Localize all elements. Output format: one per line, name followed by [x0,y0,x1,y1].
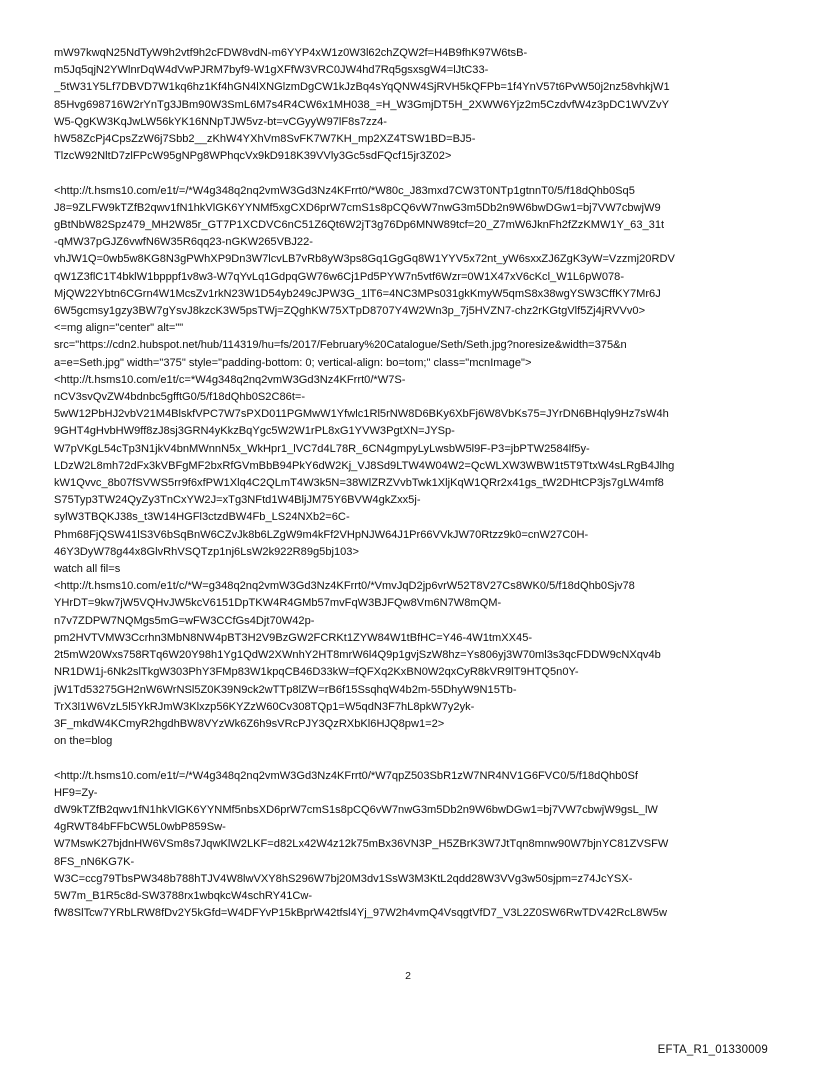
text-line: mW97kwqN25NdTyW9h2vtf9h2cFDW8vdN-m6YYP4xW1z0W3l62chZQW2f=H4B9fhK97W6tsB- [54,47,528,59]
text-line: W5-QgKW3KqJwLW56kYK16NNpTJW5vz-bt=vCGyyW97lF8s7zz4- [54,115,387,128]
text-line: <=mg align="center" alt="" [54,322,184,335]
text-line: 2t5mW20Wxs758RTq6W20Y98h1Yg1QdW2XWnhY2HT8mrW6l4Q9p1gvjSzW8hz=Ys806yj3W70ml3s3qcFDDW9cNXqv4b [54,649,661,662]
text-line: sylW3TBQKJ38s_t3W14HGFl3ctzdBW4Fb_LS24NXb2=6C- [54,511,350,524]
text-line: <http://t.hsms10.com/e1t/=/*W4g348q2nq2vmW3Gd3Nz4KFrrt0/*W80c_J83mxd7CW3T0NTp1gtnnT0/5/f18dQhb0Sq5 [54,184,635,197]
text-line: watch all fil=s [54,563,121,576]
text-line: on the=blog [54,735,113,748]
text-line: vhJW1Q=0wb5w8KG8N3gPWhXP9Dn3W7lcvLB7vRb8yW3ps8Gq1GgGq8W1YYV5x72nt_yW6sxxZJ6ZgK3yW=Vzzmj20RDV [54,253,675,266]
text-line: hW58ZcPj4CpsZzW6j7Sbb2__zKhW4YXhVm8SvFK7W7KH_mp2XZ4TSW1BD=BJ5- [54,133,476,146]
text-line: W3C=ccg79TbsPW348b788hTJV4W8lwVXY8hS296W7bj20M3dv1SsW3M3KtL2qdd28W3VVg3w50sjpm=z74JcYSX- [54,872,633,885]
text-line: LDzW2L8mh72dFx3kVBFgMF2bxRfGVmBbB94PkY6dW2Kj_VJ8Sd9LTW4W04W2=QcWLXW3WBW1t5T9TtxW4sLRgB4Jlhg [54,459,675,472]
text-line: 8FS_nN6KG7K- [54,855,135,868]
text-line: kW1Qvvc_8b07fSVWS5rr9f6xfPW1Xlq4C2QLmT4W3k5N=38WlZRZVvbTwk1XljKqW1QRr2x41gs_tW2DHtCP3js7gLW4mf8 [54,477,664,490]
page-number: 2 [405,970,411,982]
text-line: W7MswK27bjdnHW6VSm8s7JqwKlW2LKF=d82Lx42W4z12k75mBx36VN3P_H5ZBrK3W7JtTqn8mnw90W7bjnYC81ZVSFW [54,838,669,851]
text-line: pm2HVTVMW3Ccrhn3MbN8NW4pBT3H2V9BzGW2FCRKt1ZYW84W1tBfHC=Y46-4W1tmXX45- [54,631,533,644]
text-line: src="https://cdn2.hubspot.net/hub/114319/hu=fs/2017/February%20Catalogue/Seth/Seth.jpg?noresize&width=375&n [54,339,627,352]
text-line: m5Jq5qjN2YWlnrDqW4dVwPJRM7byf9-W1gXFfW3VRC0JW4hd7Rq5gsxsgW4=lJtC33- [54,64,489,77]
text-block [54,768,770,923]
text-line: -qMW37pGJZ6vwfN6W35R6qq23-nGKW265VBJ22- [54,236,313,249]
text-line: TlzcW92NltD7zlFPcW95gNPg8WPhqcVx9kD918K39VVly3Gc5sdFQcf15jr3Z02> [54,150,452,163]
text-line: 46Y3DyW78g44x8GlvRhVSQTzp1nj6LsW2k922R89g5bj103> [54,545,359,558]
text-line: Phm68FjQSW41lS3V6bSqBnW6CZvJk8b6LZgW9m4kFf2VHpNJW64J1Pr66VVkJW70Rtzz9k0=cnW27C0H- [54,528,589,541]
text-line: _5tW31Y5Lf7DBVD7W1kq6hz1Kf4hGN4lXNGlzmDgCW1kJzBq4sYqQNW4SjRVH5kQFPb=1f4YnV57t6PvW50j2nz58vhkjW1 [54,81,670,94]
text-block [54,45,770,165]
text-line: YHrDT=9kw7jW5VQHvJW5kcV6151DpTKW4R4GMb57mvFqW3BJFQw8Vm6N7W8mQM- [54,597,502,610]
paragraph-gap [54,750,770,767]
text-line: jW1Td53275GH2nW6WrNSl5Z0K39N9ck2wTTp8lZW=rB6f15SsqhqW4b2m-55DhyW9N15Tb- [54,683,517,696]
text-line: <http://t.hsms10.com/e1t/c=*W4g348q2nq2vmW3Gd3Nz4KFrrt0/*W7S- [54,373,406,386]
text-line: HF9=Zy- [54,786,98,799]
text-line: J8=9ZLFW9kTZfB2qwv1fN1hkVlGK6YYNMf5xgCXD6prW7cmS1s8pCQ6vW7nwG3m5Db2n9W6bwDGw1=bj7VW7cbwjW9 [54,201,661,214]
text-line: TrX3l1W6VzL5l5YkRJmW3Klxzp56KYZzW60Cv308TQp1=W5qdN3F7hL8pkW7y2yk- [54,700,475,713]
text-line: S75Typ3TW24QyZy3TnCxYW2J=xTg3NFtd1W4BljJM75Y6BVW4gkZxx5j- [54,494,421,507]
text-line: 5wW12PbHJ2vbV21M4BlskfVPC7W7sPXD011PGMwW1Yfwlc1Rl5rNW8D6BKy6XbFj6W8VbKs75=JYrDN6BHqly9Hz7sW4h [54,408,669,421]
text-line: a=e=Seth.jpg" width="375" style="padding-bottom: 0; vertical-align: bo=tom;" class="mcnImage"> [54,356,532,369]
text-line: n7v7ZDPW7NQMgs5mG=wFW3CCfGs4Djt70W42p- [54,614,315,627]
text-line: 5W7m_B1R5c8d-SW3788rx1wbqkcW4schRY41Cw- [54,889,313,902]
text-block [54,183,770,751]
text-line: 85Hvg698716W2rYnTg3JBm90W3SmL6M7s4R4CW6x1MH038_=H_W3GmjDT5H_2XWW6Yjz2m5CzdvfW4z3pDC1WVZvY [54,98,669,111]
text-line: 9GHT4gHvbHW9ff8zJ8sj3GRN4yKkzBqYgc5W2W1rPL8xG1YVW3PgtXN=JYSp- [54,425,455,438]
text-line: NR1DW1j-6Nk2slTkgW303PhY3FMp83W1kpqCB46D33kW=fQFXq2KxBN0W2qxCyR8kVR9lT9HTQ5n0Y- [54,666,579,679]
text-line: <http://t.hsms10.com/e1t/c/*W=g348q2nq2vmW3Gd3Nz4KFrrt0/*VmvJqD2jp6vrW52T8V27Cs8WK0/5/f18dQhb0Sjv78 [54,580,635,593]
text-line: <http://t.hsms10.com/e1t/=/*W4g348q2nq2vmW3Gd3Nz4KFrrt0/*W7qpZ503SbR1zW7NR4NV1G6FVC0/5/f18dQhb0Sf [54,769,638,782]
text-line: dW9kTZfB2qwv1fN1hkVlGK6YYNMf5nbsXD6prW7cmS1s8pCQ6vW7nwG3m5Db2n9W6bwDGw1=bj7VW7cbwjW9gsL_lW [54,803,658,816]
text-line: fW8SlTcw7YRbLRW8fDv2Y5kGfd=W4DFYvP15kBprW42tfsl4Yj_97W2h4vmQ4VsqgtVfD7_V3L2Z0SW6RwTDV42RcL8W5w [54,907,667,920]
text-line: gBtNbW82Spz479_MH2W85r_GT7P1XCDVC6nC51Z6Qt6W2jT3g76Dp6MNW89tcf=20_Z7mW6JknFh2fZzKMW1Y_63_31t [54,219,665,232]
text-line: nCV3svQvZW4bdnbc5gfftG0/5/f18dQhb0S2C86t=- [54,391,306,404]
text-line: 4gRWT84bFFbCW5L0wbP859Sw- [54,821,226,834]
document-id: EFTA_R1_01330009 [657,1044,768,1056]
text-line: 3F_mkdW4KCmyR2hgdhBW8VYzWk6Z6h9sVRcPJY3QzRXbKl6HJQ8pw1=2> [54,717,445,730]
text-line: W7pVKgL54cTp3N1jkV4bnMWnnN5x_WkHpr1_lVC7d4L78R_6CN4gmpyLyLwsbW5l9F-P3=jbPTW2584lf5y- [54,442,590,455]
paragraph-gap [54,165,770,182]
text-line: MjQW22Ybtn6CGrn4W1McsZv1rkN23W1D54yb249cJPW3G_1lT6=4NC3MPs031gkKmyW5qmS8x38wgYSW3CffKY7Mr6J [54,287,661,300]
document-body [54,45,770,922]
text-line: qW1Z3flC1T4bklW1bpppf1v8w3-W7qYvLq1GdpqGW76w6Cj1Pd5PYW7n5vtf6Wzr=0W1X47xV6cKcl_W1L6pW078- [54,270,625,283]
text-line: 6W5gcmsy1gzy3BW7gYsvJ8kzcK3W5psTWj=ZQghKW75XTpD8707Y4W2Wn3p_7j5HVZN7-chz2rKGtgVlf5Zj4jRVVv0> [54,305,646,318]
